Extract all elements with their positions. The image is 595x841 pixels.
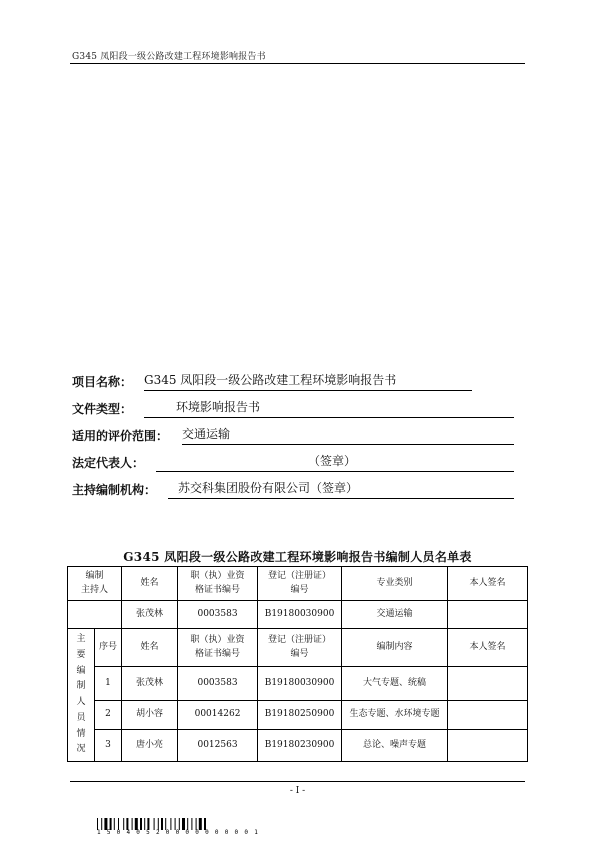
member-content: 大气专题、统稿 [342, 667, 448, 701]
file-type-row [72, 395, 518, 422]
host-signature-header: 本人签名 [448, 567, 528, 601]
scope-value: 交通运输 [182, 427, 231, 441]
running-header: G345 凤阳段一级公路改建工程环境影响报告书 [72, 52, 266, 62]
org-underline [168, 498, 514, 499]
member-cert: 0003583 [178, 667, 258, 701]
host-name: 张茂林 [122, 601, 178, 629]
project-name-value: G345 凤阳段一级公路改建工程环境影响报告书 [144, 373, 397, 387]
project-info-block [72, 368, 518, 503]
project-name-row [72, 368, 518, 395]
host-reg: B19180030900 [258, 601, 342, 629]
file-type-label: 文件类型： [72, 402, 133, 416]
name-header: 姓名 [122, 629, 178, 667]
legal-rep-label: 法定代表人： [72, 456, 145, 470]
member-content: 生态专题、水环境专题 [342, 701, 448, 730]
host-specialty-header: 专业类别 [342, 567, 448, 601]
member-index: 3 [95, 730, 122, 762]
page-number: - I - [289, 786, 306, 796]
host-data-row [68, 601, 528, 629]
table-row [68, 701, 528, 730]
index-header: 序号 [95, 629, 122, 667]
project-name-underline [144, 390, 472, 391]
member-content: 总论、噪声专题 [342, 730, 448, 762]
member-index: 2 [95, 701, 122, 730]
member-cert: 00014262 [178, 701, 258, 730]
file-type-underline [144, 417, 514, 418]
table-row [68, 667, 528, 701]
content-header: 编制内容 [342, 629, 448, 667]
file-type-value: 环境影响报告书 [176, 400, 261, 414]
member-reg: B19180230900 [258, 730, 342, 762]
member-signature [448, 701, 528, 730]
host-name-header: 姓名 [122, 567, 178, 601]
member-name: 唐小亮 [122, 730, 178, 762]
members-header-row [68, 629, 528, 667]
reg-header: 登记（注册证） 编号 [258, 629, 342, 667]
host-header-row [68, 567, 528, 601]
legal-rep-value: （签章） [308, 454, 357, 468]
host-signature [448, 601, 528, 629]
staff-table [67, 566, 528, 762]
project-name-label: 项目名称： [72, 375, 133, 389]
host-cert-header: 职（执）业资 格证书编号 [178, 567, 258, 601]
member-cert: 0012563 [178, 730, 258, 762]
legal-rep-row [72, 449, 518, 476]
signature-header: 本人签名 [448, 629, 528, 667]
table-title: G345 凤阳段一级公路改建工程环境影响报告书编制人员名单表 [123, 550, 472, 564]
header-rule [70, 63, 525, 64]
member-name: 张茂林 [122, 667, 178, 701]
org-row [72, 476, 518, 503]
legal-rep-underline [156, 471, 514, 472]
host-specialty: 交通运输 [342, 601, 448, 629]
table-row [68, 730, 528, 762]
barcode-digits: 1 5 0 4 0 5 2 0 0 0 0 0 0 0 0 0 1 [97, 829, 260, 836]
member-reg: B19180250900 [258, 701, 342, 730]
scope-row [72, 422, 518, 449]
member-index: 1 [95, 667, 122, 701]
org-value: 苏交科集团股份有限公司（签章） [178, 481, 359, 495]
footer-rule [70, 781, 525, 782]
host-blank-cell [68, 601, 122, 629]
host-cert: 0003583 [178, 601, 258, 629]
member-signature [448, 667, 528, 701]
host-label-cell: 编制 主持人 [68, 567, 122, 601]
scope-label: 适用的评价范围： [72, 429, 169, 443]
host-reg-header: 登记（注册证） 编号 [258, 567, 342, 601]
member-signature [448, 730, 528, 762]
members-side-label: 主 要 编 制 人 员 情 况 [68, 629, 95, 762]
cert-header: 职（执）业资 格证书编号 [178, 629, 258, 667]
org-label: 主持编制机构： [72, 483, 157, 497]
scope-underline [182, 444, 514, 445]
member-name: 胡小容 [122, 701, 178, 730]
member-reg: B19180030900 [258, 667, 342, 701]
